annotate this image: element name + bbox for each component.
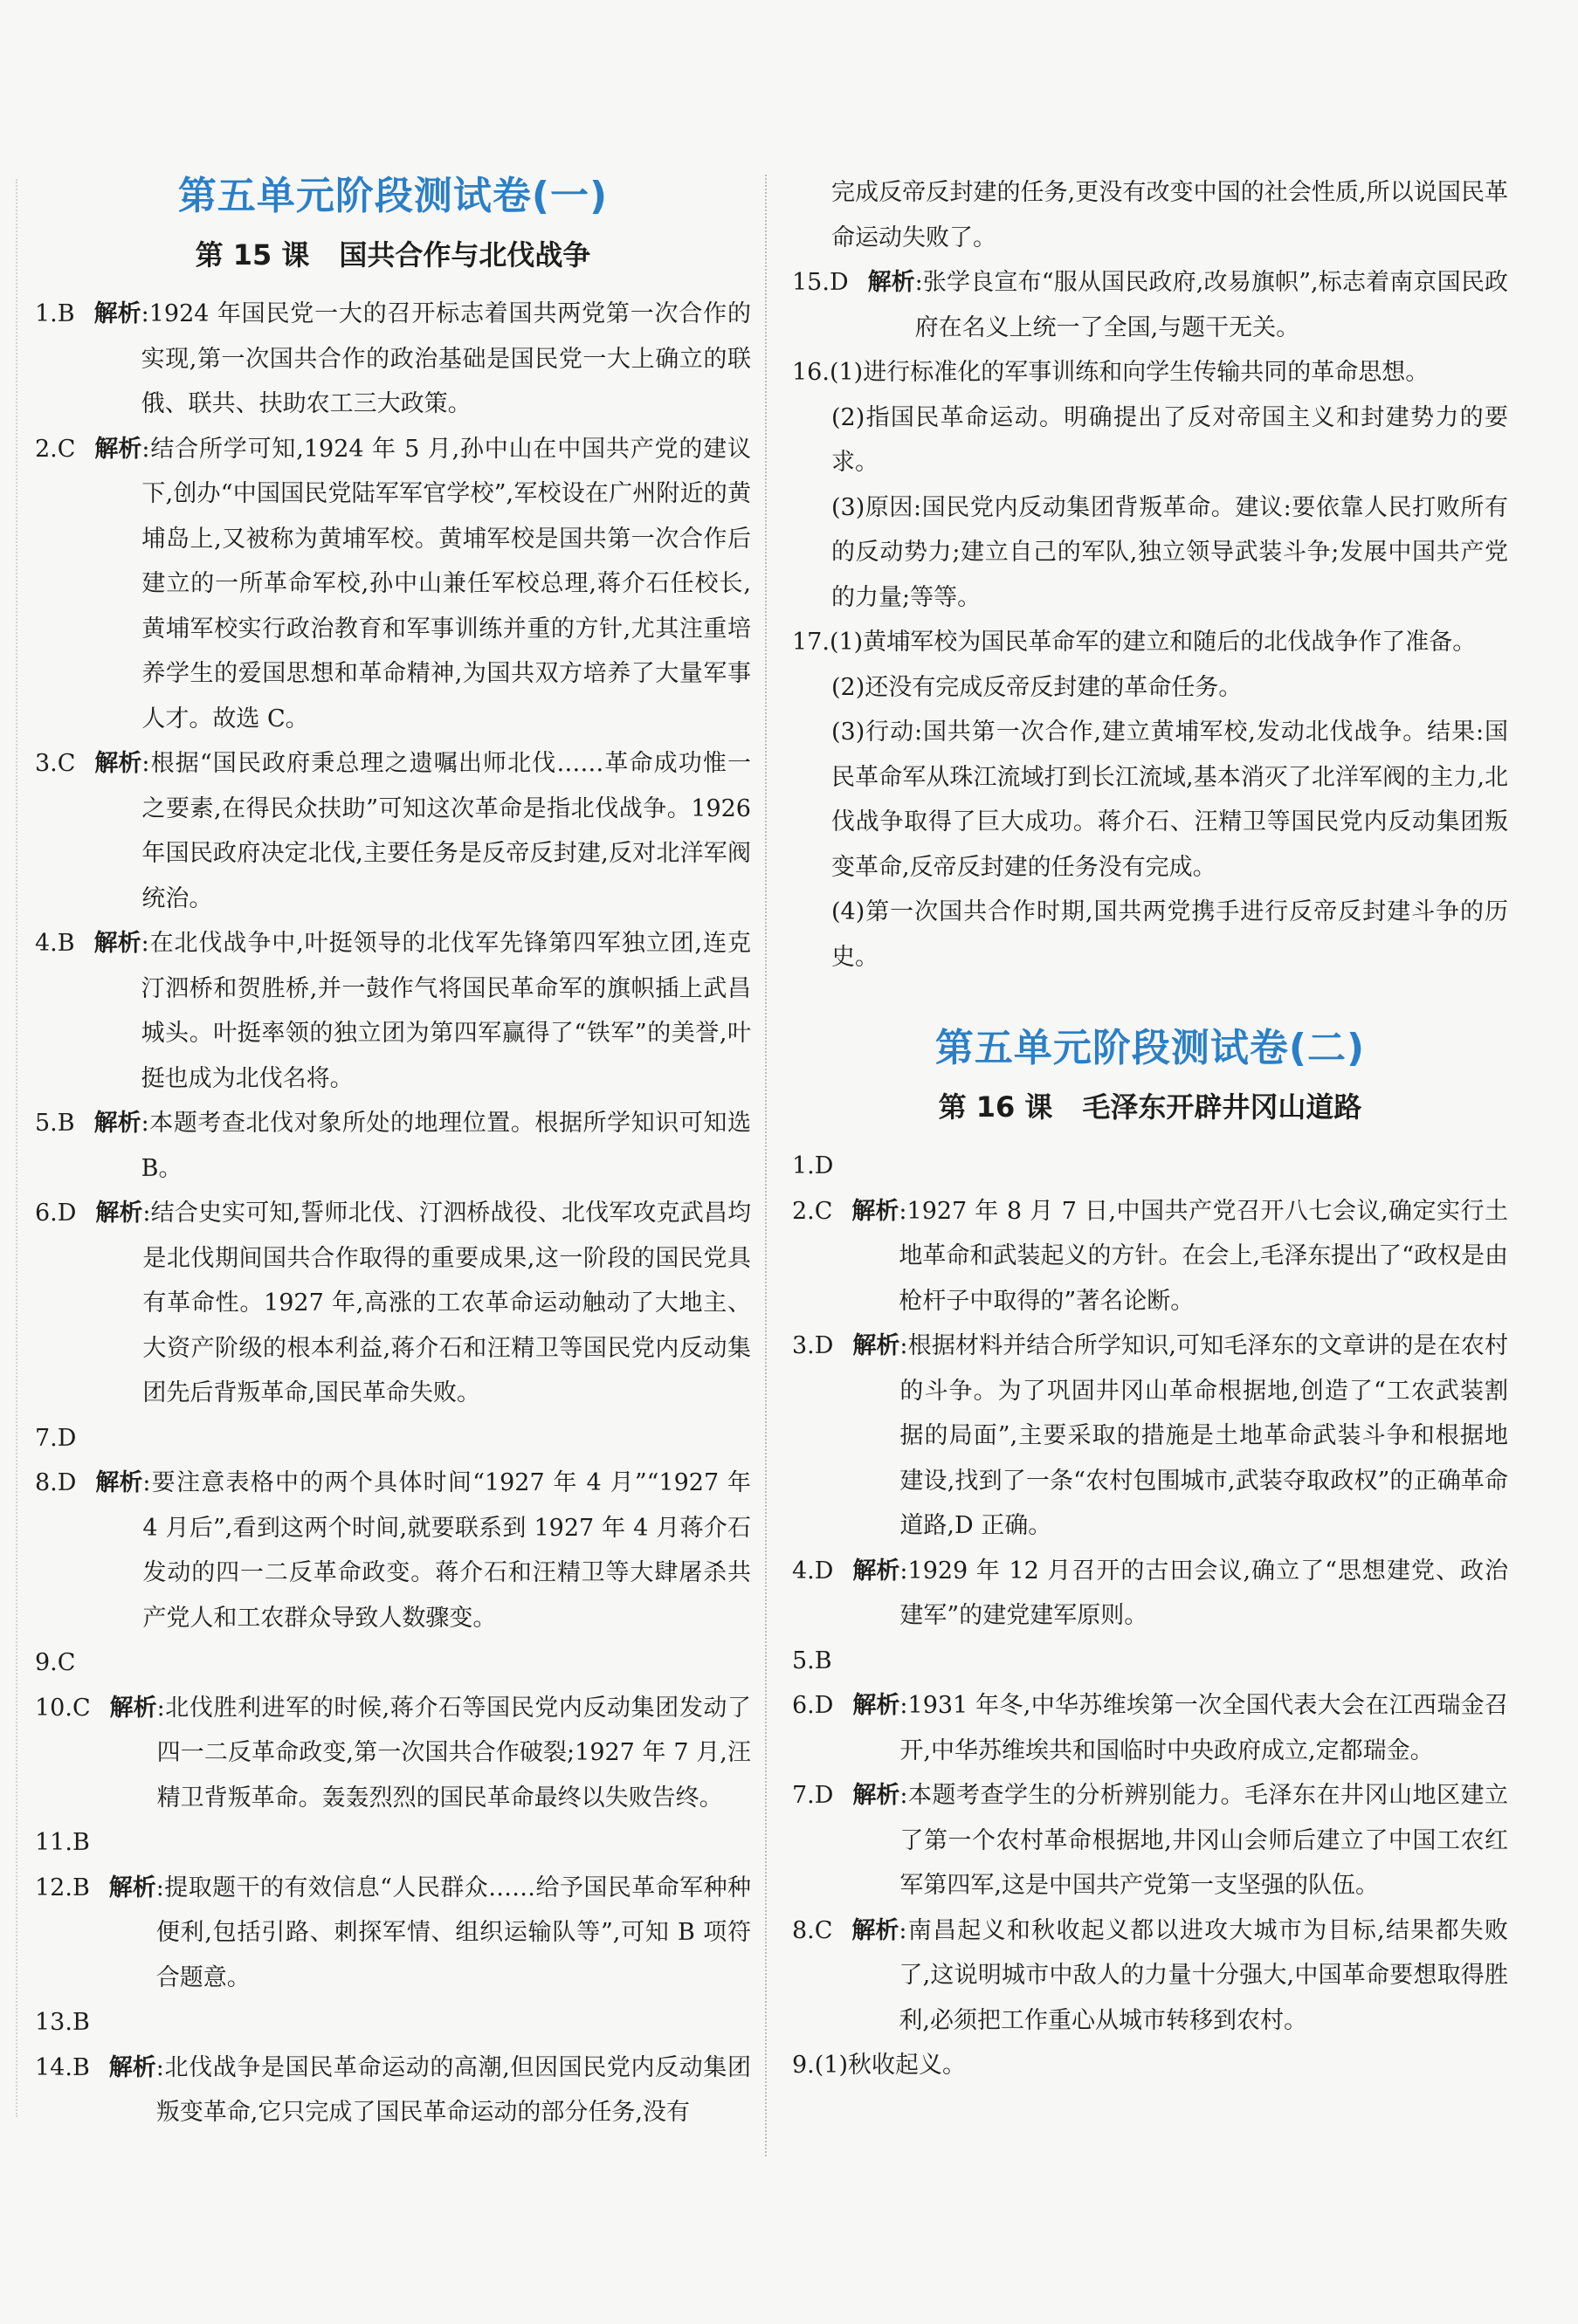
answer-item: [35, 2046, 751, 2135]
answer-item: [35, 1686, 751, 1821]
answer-item: [792, 1324, 1508, 1549]
answer-number: 15.D: [792, 269, 849, 296]
continued-answer-text: 完成反帝反封建的任务,更没有改变中国的社会性质,所以说国民革命运动失败了。: [831, 179, 1508, 251]
lesson-title-15: [35, 227, 751, 283]
analysis-tag: 解析: [93, 1110, 141, 1137]
answer-number: 8.C: [792, 1916, 833, 1944]
answer-item: [792, 1908, 1508, 2044]
answer-label: [35, 1416, 76, 1461]
answer-number: 11.B: [35, 1829, 90, 1856]
answer-item: [792, 1189, 1508, 1324]
answer-text: (1)进行标准化的军事训练和向学生传输共同的革命思想。: [829, 359, 1430, 386]
answer-number: 14.B: [35, 2053, 90, 2081]
answer-number: 9.C: [35, 1649, 76, 1676]
lesson-title-16: [792, 1079, 1508, 1135]
answer-sub-part: (3)行动:国共第一次合作,建立黄埔军校,发动北伐战争。结果:国民革命军从珠江流域打到长江流域,基本消灭了北洋军阀的主力,北伐战争取得了巨大成功。蒋介石、汪精卫等国民党内反动集团叛变革命,反帝反封建的任务没有完成。: [831, 719, 1508, 881]
answer-number: 7.D: [792, 1782, 834, 1809]
answer-label: [35, 1686, 157, 1821]
answer-label: [35, 1866, 156, 2001]
answer-text: :1927 年 8 月 7 日,中国共产党召开八七会议,确定实行土地革命和武装起义的方针。在会上,毛泽东提出了“政权是由枪杆子中取得的”著名论断。: [899, 1197, 1508, 1315]
answer-label: [792, 1189, 899, 1324]
answer-item: [35, 427, 751, 742]
answer-item: [792, 1549, 1508, 1639]
answer-number: 3.C: [35, 750, 76, 777]
analysis-tag: 解析: [93, 930, 141, 957]
answer-text: :根据材料并结合所学知识,可知毛泽东的文章讲的是在农村的斗争。为了巩固井冈山革命根据地,创造了“工农武装割据的局面”,主要采取的措施是土地革命武装斗争和根据地建设,找到了一条“农村包围城市,武装夺取政权”的正确革命道路,D 正确。: [899, 1332, 1508, 1539]
answer-number: 1.B: [35, 300, 75, 327]
column-divider: [765, 175, 767, 2156]
answer-text: :南昌起义和秋收起义都以进攻大城市为目标,结果都失败了,这说明城市中敌人的力量十分强大,中国革命要想取得胜利,必须把工作重心从城市转移到农村。: [899, 1916, 1508, 2034]
answer-number: 2.C: [35, 435, 76, 463]
analysis-tag: 解析: [851, 1916, 899, 1944]
answer-list-right-a: [792, 260, 1508, 980]
answer-text: :提取题干的有效信息“人民群众……给予国民革命军种种便利,包括引路、刺探军情、组织运输队等”,可知 B 项符合题意。: [155, 1874, 751, 1991]
answer-text: :结合所学可知,1924 年 5 月,孙中山在中国共产党的建议下,创办“中国国民党陆军军官学校”,军校设在广州附近的黄埔岛上,又被称为黄埔军校。黄埔军校是国共第一次合作后建立的一所革命军校,孙中山兼任军校总理,蒋介石任校长,黄埔军校实行政治教育和军事训练并重的方针,尤其注重培养学生的爱国思想和革命精神,为国共双方培养了大量军事人才。故选 C。: [141, 435, 751, 732]
answer-label: [35, 292, 141, 427]
answer-label: [792, 350, 830, 395]
answer-label: [792, 1324, 899, 1549]
answer-number: 16.: [792, 359, 830, 386]
answer-label: [792, 1908, 899, 2044]
answer-text: :要注意表格中的两个具体时间“1927 年 4 月”“1927 年 4 月后”,看到这两个时间,就要联系到 1927 年 4 月蒋介石发动的四一二反革命政变。蒋介石和汪精卫等大肆屠杀共产党人和工农群众导致人数骤变。: [142, 1469, 751, 1632]
analysis-tag: 解析: [852, 1557, 900, 1585]
answer-item: [35, 921, 751, 1101]
analysis-tag: 解析: [852, 1692, 900, 1719]
answer-item: [35, 292, 751, 427]
answer-item: [35, 1640, 751, 1686]
answer-item: [792, 260, 1508, 350]
answer-text: (1)黄埔军校为国民革命军的建立和随后的北伐战争作了准备。: [829, 629, 1477, 656]
answer-label: [35, 1191, 142, 1416]
answer-text: (1)秋收起义。: [814, 2052, 967, 2079]
answer-text: :张学良宣布“服从国民政府,改易旗帜”,标志着南京国民政府在名义上统一了全国,与题干无关。: [914, 269, 1508, 341]
answer-text: :本题考查学生的分析辨别能力。毛泽东在井冈山地区建立了第一个农村革命根据地,井冈山会师后建立了中国工农红军第四军,这是中国共产党第一支坚强的队伍。: [899, 1782, 1508, 1899]
answer-text: [832, 1639, 1508, 1684]
answer-number: 6.D: [792, 1692, 834, 1719]
analysis-tag: 解析: [95, 1200, 143, 1227]
answer-item: [792, 350, 1508, 620]
answer-text: :在北伐战争中,叶挺领导的北伐军先锋第四军独立团,连克汀泗桥和贺胜桥,并一鼓作气将国民革命军的旗帜插上武昌城头。叶挺率领的独立团为第四军赢得了“铁军”的美誉,叶挺也成为北伐名将。: [141, 930, 751, 1092]
analysis-tag: 解析: [109, 1694, 157, 1722]
answer-text: [90, 2000, 751, 2046]
analysis-tag: 解析: [867, 269, 915, 296]
answer-item: [35, 1461, 751, 1640]
answer-label: [792, 260, 915, 350]
answer-sub-part: (2)指国民革命运动。明确提出了反对帝国主义和封建势力的要求。: [831, 403, 1508, 476]
answer-label: [792, 1773, 899, 1908]
answer-number: 8.D: [35, 1469, 77, 1496]
answer-label: [35, 2000, 90, 2046]
answer-label: [35, 921, 141, 1101]
answer-label: [35, 1101, 141, 1191]
answer-number: 2.C: [792, 1197, 833, 1225]
analysis-tag: 解析: [108, 1874, 156, 1901]
lesson-name: 毛泽东开辟井冈山道路: [1082, 1090, 1362, 1124]
answer-item: [35, 2000, 751, 2046]
answer-label: [792, 2043, 815, 2088]
answer-item: [35, 1866, 751, 2001]
answer-text: :北伐战争是国民革命运动的高潮,但因国民党内反动集团叛变革命,它只完成了国民革命运动的部分任务,没有: [155, 2053, 751, 2126]
answer-label: [35, 1461, 142, 1640]
answer-item: [792, 1773, 1508, 1908]
analysis-tag: 解析: [852, 1332, 900, 1359]
unit-title-2: 第五单元阶段测试卷(二): [934, 1026, 1366, 1070]
answer-text: :本题考查北伐对象所处的地理位置。根据所学知识可知选 B。: [141, 1110, 751, 1182]
answer-number: 5.B: [35, 1110, 75, 1137]
answer-number: 9.: [792, 2052, 815, 2079]
answer-item: [792, 1683, 1508, 1773]
answer-label: [792, 1639, 832, 1684]
binding-edge-line: [16, 179, 17, 2117]
lesson-number: 第 15 课: [195, 238, 310, 272]
answer-text: :根据“国民政府秉总理之遗嘱出师北伐……革命成功惟一之要素,在得民众扶助”可知这次革命是指北伐战争。1926 年国民政府决定北伐,主要任务是反帝反封建,反对北洋军阀统治。: [141, 750, 751, 912]
answer-item: [792, 1144, 1508, 1189]
answer-number: 3.D: [792, 1332, 834, 1359]
answer-label: [35, 427, 141, 742]
answer-item: [35, 1101, 751, 1191]
answer-text: [75, 1640, 751, 1686]
answer-sub-part: (2)还没有完成反帝反封建的革命任务。: [831, 673, 1243, 701]
answer-number: 4.B: [35, 930, 75, 957]
answer-text: [833, 1144, 1508, 1189]
right-column: [792, 170, 1508, 2088]
answer-list-left: [35, 292, 751, 2135]
left-column: [35, 166, 751, 2135]
lesson-name: 国共合作与北伐战争: [339, 238, 591, 272]
answer-label: [792, 1549, 899, 1639]
answer-number: 17.: [792, 629, 830, 656]
analysis-tag: 解析: [851, 1197, 899, 1225]
answer-label: [35, 1820, 90, 1866]
answer-item: [35, 1191, 751, 1416]
answer-item: [792, 2043, 1508, 2088]
answer-sub-part: (4)第一次国共合作时期,国共两党携手进行反帝反封建斗争的历史。: [831, 898, 1508, 971]
answer-label: [35, 2046, 156, 2135]
unit-title-1: 第五单元阶段测试卷(一): [177, 174, 609, 218]
answer-number: 1.D: [792, 1152, 834, 1179]
answer-text: :北伐胜利进军的时候,蒋介石等国民党内反动集团发动了四一二反革命政变,第一次国共合作破裂;1927 年 7 月,汪精卫背叛革命。轰轰烈烈的国民革命最终以失败告终。: [156, 1694, 751, 1812]
answer-item: [35, 1416, 751, 1461]
answer-number: 13.B: [35, 2009, 90, 2036]
answer-label: [792, 620, 830, 665]
answer-item: [35, 1820, 751, 1866]
answer-number: 7.D: [35, 1424, 77, 1452]
analysis-tag: 解析: [93, 300, 141, 327]
answer-number: 5.B: [792, 1647, 832, 1674]
answer-text: [90, 1820, 751, 1866]
answer-text: :1931 年冬,中华苏维埃第一次全国代表大会在江西瑞金召开,中华苏维埃共和国临时中央政府成立,定都瑞金。: [899, 1692, 1508, 1764]
answer-number: 10.C: [35, 1694, 91, 1722]
answer-text: :1929 年 12 月召开的古田会议,确立了“思想建党、政治建军”的建党建军原则。: [899, 1557, 1508, 1629]
answer-number: 12.B: [35, 1874, 90, 1901]
answer-number: 6.D: [35, 1200, 77, 1227]
analysis-tag: 解析: [852, 1782, 900, 1809]
answer-number: 4.D: [792, 1557, 834, 1585]
answer-label: [792, 1144, 833, 1189]
analysis-tag: 解析: [94, 750, 142, 777]
answer-sub-part: (3)原因:国民党内反动集团背叛革命。建议:要依靠人民打败所有的反动势力;建立自己的军队,独立领导武装斗争;发展中国共产党的力量;等等。: [831, 493, 1508, 611]
answer-text: :1924 年国民党一大的召开标志着国共两党第一次合作的实现,第一次国共合作的政治基础是国民党一大上确立的联俄、联共、扶助农工三大政策。: [141, 300, 751, 417]
answer-label: [35, 1640, 75, 1686]
answer-label: [792, 1683, 899, 1773]
answer-item: [35, 741, 751, 921]
answer-label: [35, 741, 141, 921]
answer-text: :结合史实可知,誓师北伐、汀泗桥战役、北伐军攻克武昌均是北伐期间国共合作取得的重要成果,这一阶段的国民党具有革命性。1927 年,高涨的工农革命运动触动了大地主、大资产阶级的根本利益,蒋介石和汪精卫等国民党内反动集团先后背叛革命,国民革命失败。: [142, 1200, 751, 1406]
answer-item: [792, 1639, 1508, 1684]
analysis-tag: 解析: [94, 435, 142, 463]
lesson-number: 第 16 课: [938, 1090, 1053, 1124]
analysis-tag: 解析: [95, 1469, 143, 1496]
analysis-tag: 解析: [108, 2053, 156, 2081]
answer-text: [76, 1416, 751, 1461]
answer-list-right-b: [792, 1144, 1508, 2088]
answer-item: [792, 620, 1508, 980]
